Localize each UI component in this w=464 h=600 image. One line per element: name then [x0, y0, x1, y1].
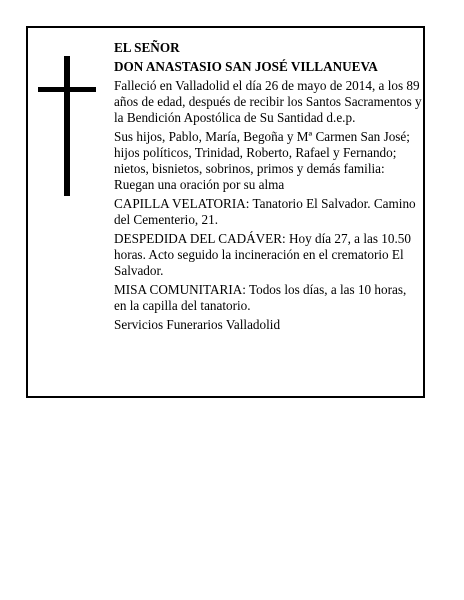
farewell-info: DESPEDIDA DEL CADÁVER: Hoy día 27, a las 10.50 horas. Acto seguido la incineración en el crematorio El Salvador. [114, 231, 411, 278]
cross-horizontal-bar [38, 87, 96, 92]
latin-cross-icon [38, 56, 96, 196]
mass-info: MISA COMUNITARIA: Todos los días, a las 10 horas, en la capilla del tanatorio. [114, 282, 407, 313]
chapel-info: CAPILLA VELATORIA: Tanatorio El Salvador. Camino del Cementerio, 21. [114, 196, 416, 227]
cross-vertical-bar [64, 56, 70, 196]
death-announcement: Falleció en Valladolid el día 26 de mayo de 2014, a los 89 años de edad, después de recibir los Santos Sacramentos y la Bendición Apostólica de Su Santidad d.e.p. [114, 78, 422, 125]
notice-title: EL SEÑOR [114, 40, 180, 55]
obituary-text [114, 40, 422, 336]
family-list: Sus hijos, Pablo, María, Begoña y Mª Carmen San José; hijos políticos, Trinidad, Roberto, Rafael y Fernando; nietos, bisnietos, sobrinos, primos y demás familia: Ruegan una oración por su alma [114, 129, 410, 192]
funeral-services-name: Servicios Funerarios Valladolid [114, 317, 281, 332]
deceased-name: DON ANASTASIO SAN JOSÉ VILLANUEVA [114, 59, 378, 74]
